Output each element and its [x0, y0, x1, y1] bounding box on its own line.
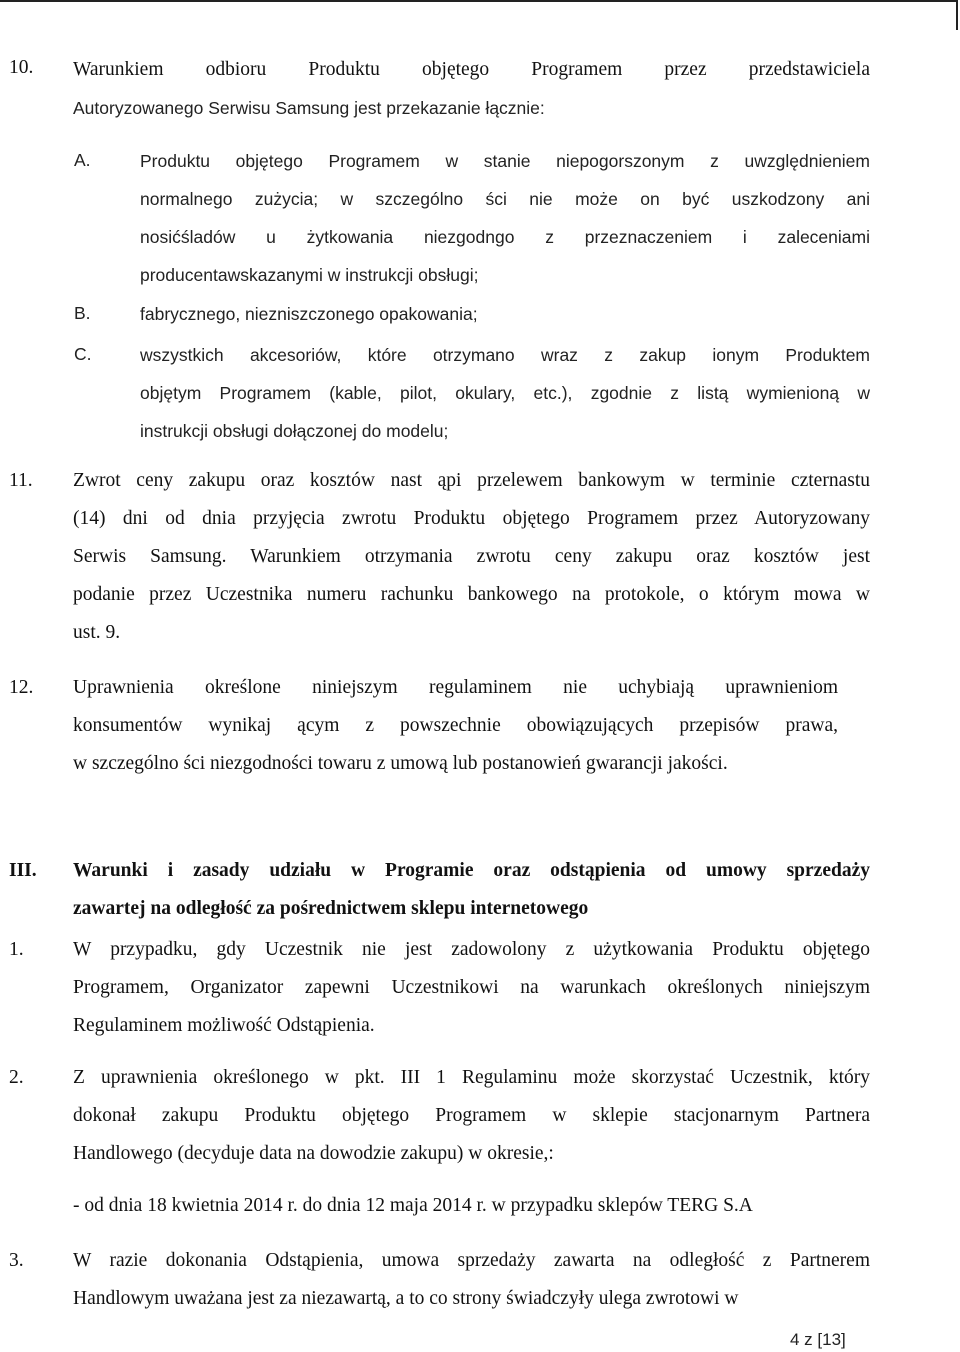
- section-number: III.: [9, 860, 37, 881]
- page-top-border: [0, 0, 956, 5]
- subitem-label: B.: [74, 303, 91, 323]
- text-line: objętym Programem (kable, pilot, okulary, etc.), zgodnie z listą wymienioną w: [140, 383, 870, 403]
- heading-line: zawartej na odległość za pośrednictwem sklepu internetowego: [73, 898, 589, 919]
- text-line: Serwis Samsung. Warunkiem otrzymania zwrotu ceny zakupu oraz kosztów jest: [73, 546, 870, 567]
- text-line: Warunkiem odbioru Produktu objętego Programem przez przedstawiciela: [73, 59, 870, 80]
- text-line: producentawskazanymi w instrukcji obsługi;: [140, 265, 479, 285]
- text-line: Uprawnienia określone niniejszym regulaminem nie uchybiają uprawnieniom: [73, 677, 838, 698]
- paragraph-number: 3.: [9, 1250, 24, 1271]
- text-line: Produktu objętego Programem w stanie niepogorszonym z uwzględnieniem: [140, 151, 870, 171]
- paragraph-number: 12.: [9, 677, 34, 698]
- text-line: dokonał zakupu Produktu objętego Programem w sklepie stacjonarnym Partnera: [73, 1105, 870, 1126]
- page-right-border: [956, 0, 958, 30]
- text-line: normalnego zużycia; w szczególno ści nie może on być uszkodzony ani: [140, 189, 870, 209]
- text-line: konsumentów wynikaj ącym z powszechnie obowiązujących przepisów prawa,: [73, 715, 838, 736]
- subitem-label: A.: [74, 150, 91, 170]
- date-range-line: - od dnia 18 kwietnia 2014 r. do dnia 12 maja 2014 r. w przypadku sklepów TERG S.A: [73, 1195, 753, 1216]
- subitem-label: C.: [74, 344, 92, 364]
- text-line: Regulaminem możliwość Odstąpienia.: [73, 1015, 375, 1036]
- text-line: wszystkich akcesoriów, które otrzymano wraz z zakup ionym Produktem: [140, 345, 870, 365]
- text-line: ust. 9.: [73, 622, 121, 643]
- paragraph-number: 10.: [9, 57, 34, 78]
- text-line: W razie dokonania Odstąpienia, umowa sprzedaży zawarta na odległość z Partnerem: [73, 1250, 870, 1271]
- text-line: Zwrot ceny zakupu oraz kosztów nast ąpi przelewem bankowym w terminie czternastu: [73, 470, 870, 491]
- text-line: podanie przez Uczestnika numeru rachunku bankowego na protokole, o którym mowa w: [73, 584, 870, 605]
- text-line: instrukcji obsługi dołączonej do modelu;: [140, 421, 449, 441]
- text-line: (14) dni od dnia przyjęcia zwrotu Produktu objętego Programem przez Autoryzowany: [73, 508, 870, 529]
- page-number: 4 z [13]: [790, 1330, 846, 1349]
- text-line: Autoryzowanego Serwisu Samsung jest przekazanie łącznie:: [73, 98, 545, 118]
- heading-line: Warunki i zasady udziału w Programie oraz odstąpienia od umowy sprzedaży: [73, 860, 870, 881]
- text-line: nosićśladów u żytkowania niezgodngo z przeznaczeniem i zaleceniami: [140, 227, 870, 247]
- text-line: Z uprawnienia określonego w pkt. III 1 Regulaminu może skorzystać Uczestnik, który: [73, 1067, 870, 1088]
- paragraph-number: 11.: [9, 470, 33, 491]
- paragraph-number: 1.: [9, 939, 24, 960]
- text-line: Handlowego (decyduje data na dowodzie zakupu) w okresie,:: [73, 1143, 554, 1164]
- text-line: w szczególno ści niezgodności towaru z umową lub postanowień gwarancji jakości.: [73, 753, 728, 774]
- text-line: W przypadku, gdy Uczestnik nie jest zadowolony z użytkowania Produktu objętego: [73, 939, 870, 960]
- paragraph-number: 2.: [9, 1067, 24, 1088]
- text-line: Handlowym uważana jest za niezawartą, a to co strony świadczyły ulega zwrotowi w: [73, 1288, 739, 1309]
- text-line: fabrycznego, niezniszczonego opakowania;: [140, 304, 478, 324]
- text-line: Programem, Organizator zapewni Uczestnikowi na warunkach określonych niniejszym: [73, 977, 870, 998]
